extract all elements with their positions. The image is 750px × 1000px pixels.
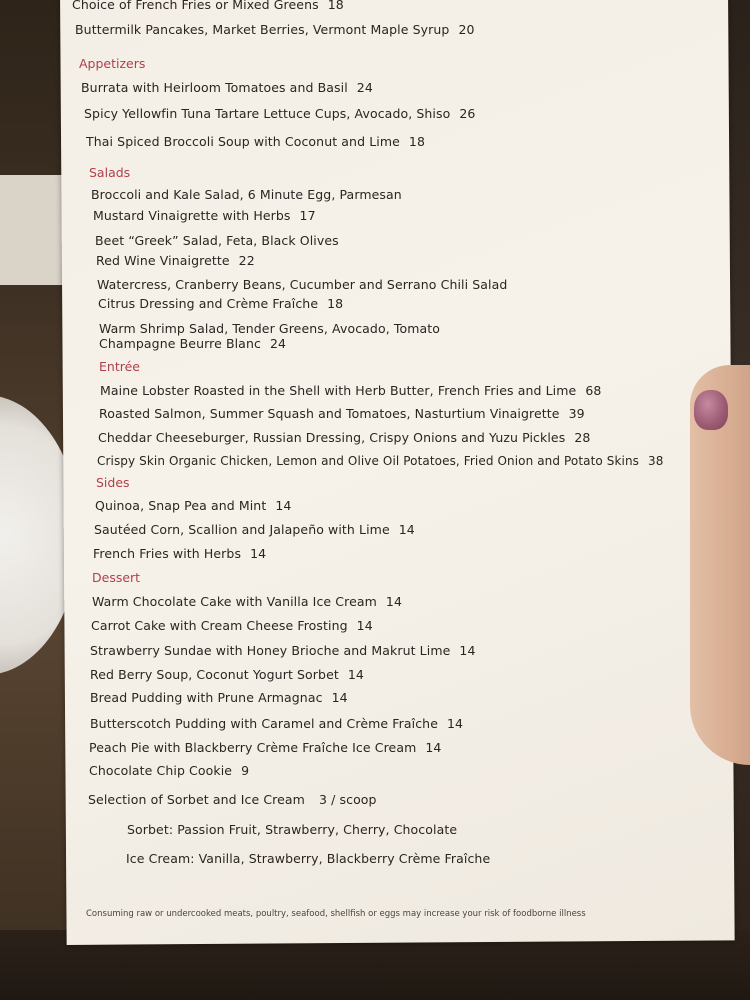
- section-heading-salads: Salads: [89, 165, 131, 180]
- menu-item: Bread Pudding with Prune Armagnac 14: [90, 690, 348, 705]
- section-heading-appetizers: Appetizers: [79, 56, 146, 71]
- section-heading-sides: Sides: [96, 475, 130, 490]
- menu-item: French Fries with Herbs 14: [93, 546, 267, 561]
- menu-item: Selection of Sorbet and Ice Cream 3 / scoop: [88, 792, 377, 807]
- menu-item: Thai Spiced Broccoli Soup with Coconut and Lime 18: [86, 134, 426, 149]
- footnote: Consuming raw or undercooked meats, poultry, seafood, shellfish or eggs may increase your risk of foodborne illness: [86, 909, 586, 919]
- ice-cream-flavors: Ice Cream: Vanilla, Strawberry, Blackberry Crème Fraîche: [126, 851, 491, 866]
- menu-item: Choice of French Fries or Mixed Greens 18: [72, 0, 344, 12]
- menu-item: Burrata with Heirloom Tomatoes and Basil 24: [81, 80, 373, 95]
- menu-item: Quinoa, Snap Pea and Mint 14: [95, 498, 292, 513]
- menu-item-line: Watercress, Cranberry Beans, Cucumber and Serrano Chili Salad: [97, 277, 508, 292]
- section-heading-dessert: Dessert: [92, 570, 141, 585]
- menu-item: Roasted Salmon, Summer Squash and Tomatoes, Nasturtium Vinaigrette 39: [99, 406, 585, 421]
- menu-item-line: Mustard Vinaigrette with Herbs 17: [93, 208, 316, 223]
- section-heading-entree: Entrée: [99, 359, 140, 374]
- menu-item-line: Champagne Beurre Blanc 24: [99, 336, 287, 351]
- menu-item: Buttermilk Pancakes, Market Berries, Vermont Maple Syrup 20: [75, 22, 475, 37]
- menu-item-line: Warm Shrimp Salad, Tender Greens, Avocado, Tomato: [99, 321, 440, 336]
- menu-item: Maine Lobster Roasted in the Shell with Herb Butter, French Fries and Lime 68: [100, 383, 602, 398]
- menu-item-line: Beet “Greek” Salad, Feta, Black Olives: [95, 233, 339, 248]
- menu-item-line: Red Wine Vinaigrette 22: [96, 253, 255, 268]
- menu-item: Butterscotch Pudding with Caramel and Crème Fraîche 14: [90, 716, 464, 731]
- menu-item-line: Broccoli and Kale Salad, 6 Minute Egg, Parmesan: [91, 187, 402, 202]
- menu-item-line: Citrus Dressing and Crème Fraîche 18: [98, 296, 344, 311]
- menu-item: Crispy Skin Organic Chicken, Lemon and Olive Oil Potatoes, Fried Onion and Potato Skins 38: [97, 454, 664, 468]
- sorbet-flavors: Sorbet: Passion Fruit, Strawberry, Cherry, Chocolate: [127, 822, 458, 837]
- menu-item: Cheddar Cheeseburger, Russian Dressing, Crispy Onions and Yuzu Pickles 28: [98, 430, 591, 445]
- menu-item: Carrot Cake with Cream Cheese Frosting 14: [91, 618, 373, 633]
- menu-item: Spicy Yellowfin Tuna Tartare Lettuce Cups, Avocado, Shiso 26: [84, 106, 476, 121]
- menu-item: Warm Chocolate Cake with Vanilla Ice Cream 14: [92, 594, 403, 609]
- menu-item: Strawberry Sundae with Honey Brioche and Makrut Lime 14: [90, 643, 476, 658]
- menu-item: Sautéed Corn, Scallion and Jalapeño with Lime 14: [94, 522, 415, 537]
- menu-item: Chocolate Chip Cookie 9: [89, 763, 250, 778]
- menu-item: Peach Pie with Blackberry Crème Fraîche Ice Cream 14: [89, 740, 442, 755]
- menu-item: Red Berry Soup, Coconut Yogurt Sorbet 14: [90, 667, 364, 682]
